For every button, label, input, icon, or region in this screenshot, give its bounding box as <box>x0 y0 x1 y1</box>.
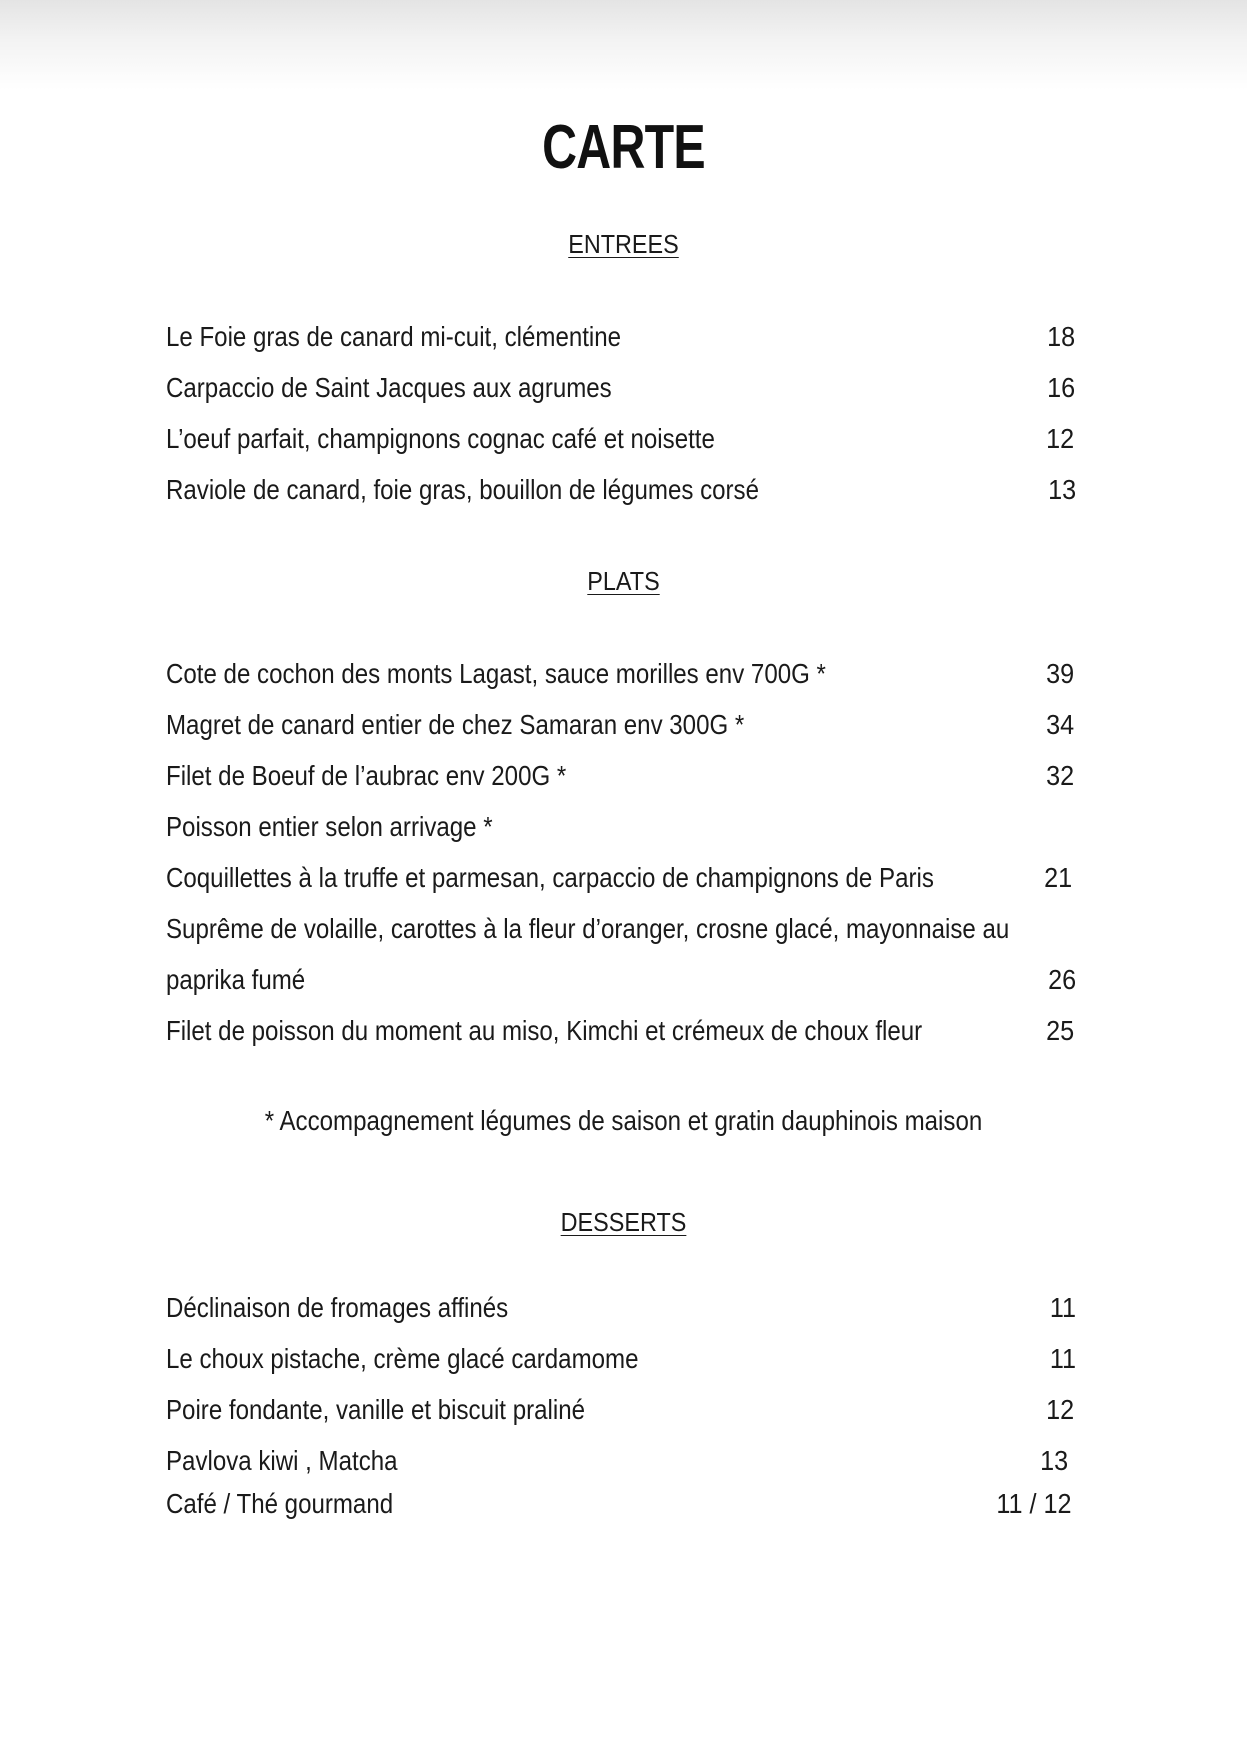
menu-item <box>166 807 1078 847</box>
menu-item <box>166 654 1078 694</box>
menu-item <box>166 317 1078 357</box>
section-heading-desserts: DESSERTS <box>560 1207 687 1237</box>
menu-item-price: 13 <box>1047 474 1076 505</box>
menu-item-price: 21 <box>1043 862 1072 893</box>
menu-item-name: Poire fondante, vanille et biscuit praliné <box>166 1394 585 1425</box>
menu-item-name: Filet de Boeuf de l’aubrac env 200G * <box>166 760 567 791</box>
menu-item-price: 18 <box>1046 321 1075 352</box>
menu-item-name: Le choux pistache, crème glacé cardamome <box>166 1343 639 1374</box>
menu-item <box>166 705 1078 745</box>
menu-item <box>166 368 1078 408</box>
menu-item-name: Raviole de canard, foie gras, bouillon de légumes corsé <box>166 474 759 505</box>
menu-item-price: 32 <box>1045 760 1074 791</box>
menu-item-name: paprika fumé <box>166 964 306 995</box>
menu-item <box>166 1441 1078 1481</box>
menu-item <box>166 909 1078 949</box>
menu-title: CARTE <box>542 113 705 182</box>
section-heading-entrees: ENTREES <box>568 229 679 259</box>
menu-item-price: 39 <box>1045 658 1074 689</box>
menu-item-name: Le Foie gras de canard mi-cuit, clémentine <box>166 321 622 352</box>
menu-item-name: Poisson entier selon arrivage * <box>166 811 493 842</box>
menu-item-price: 11 <box>1049 1292 1076 1323</box>
menu-item-name: Carpaccio de Saint Jacques aux agrumes <box>166 372 612 403</box>
menu-item-name: Café / Thé gourmand <box>166 1488 394 1519</box>
accompaniment-note: * Accompagnement légumes de saison et gratin dauphinois maison <box>264 1105 983 1136</box>
menu-item <box>166 858 1078 898</box>
menu-item <box>166 1390 1078 1430</box>
menu-item <box>166 960 1078 1000</box>
menu-item-name: Suprême de volaille, carottes à la fleur d’oranger, crosne glacé, mayonnaise au <box>166 913 1010 944</box>
menu-item <box>166 1339 1078 1379</box>
menu-item-price: 11 / 12 <box>996 1488 1072 1519</box>
menu-item <box>166 1484 1078 1524</box>
menu-item-name: L’oeuf parfait, champignons cognac café et noisette <box>166 423 715 454</box>
menu-item-price: 12 <box>1045 1394 1074 1425</box>
menu-item-price: 12 <box>1045 423 1074 454</box>
section-heading-plats: PLATS <box>587 566 660 596</box>
menu-item-price: 26 <box>1047 964 1076 995</box>
menu-item-name: Magret de canard entier de chez Samaran env 300G * <box>166 709 745 740</box>
menu-item <box>166 419 1078 459</box>
menu-item-name: Déclinaison de fromages affinés <box>166 1292 509 1323</box>
menu-item-name: Filet de poisson du moment au miso, Kimchi et crémeux de choux fleur <box>166 1015 923 1046</box>
menu-item-price: 34 <box>1045 709 1074 740</box>
menu-item <box>166 470 1078 510</box>
menu-item <box>166 1288 1078 1328</box>
menu-item-name: Pavlova kiwi , Matcha <box>166 1445 398 1476</box>
menu-item <box>166 756 1078 796</box>
menu-item-price: 16 <box>1046 372 1075 403</box>
menu-item-price: 25 <box>1045 1015 1074 1046</box>
menu-item-price: 13 <box>1039 1445 1068 1476</box>
menu-item-price: 11 <box>1049 1343 1076 1374</box>
top-shadow <box>0 0 1247 90</box>
menu-item-name: Coquillettes à la truffe et parmesan, carpaccio de champignons de Paris <box>166 862 934 893</box>
menu-item-name: Cote de cochon des monts Lagast, sauce morilles env 700G * <box>166 658 826 689</box>
menu-item <box>166 1011 1078 1051</box>
